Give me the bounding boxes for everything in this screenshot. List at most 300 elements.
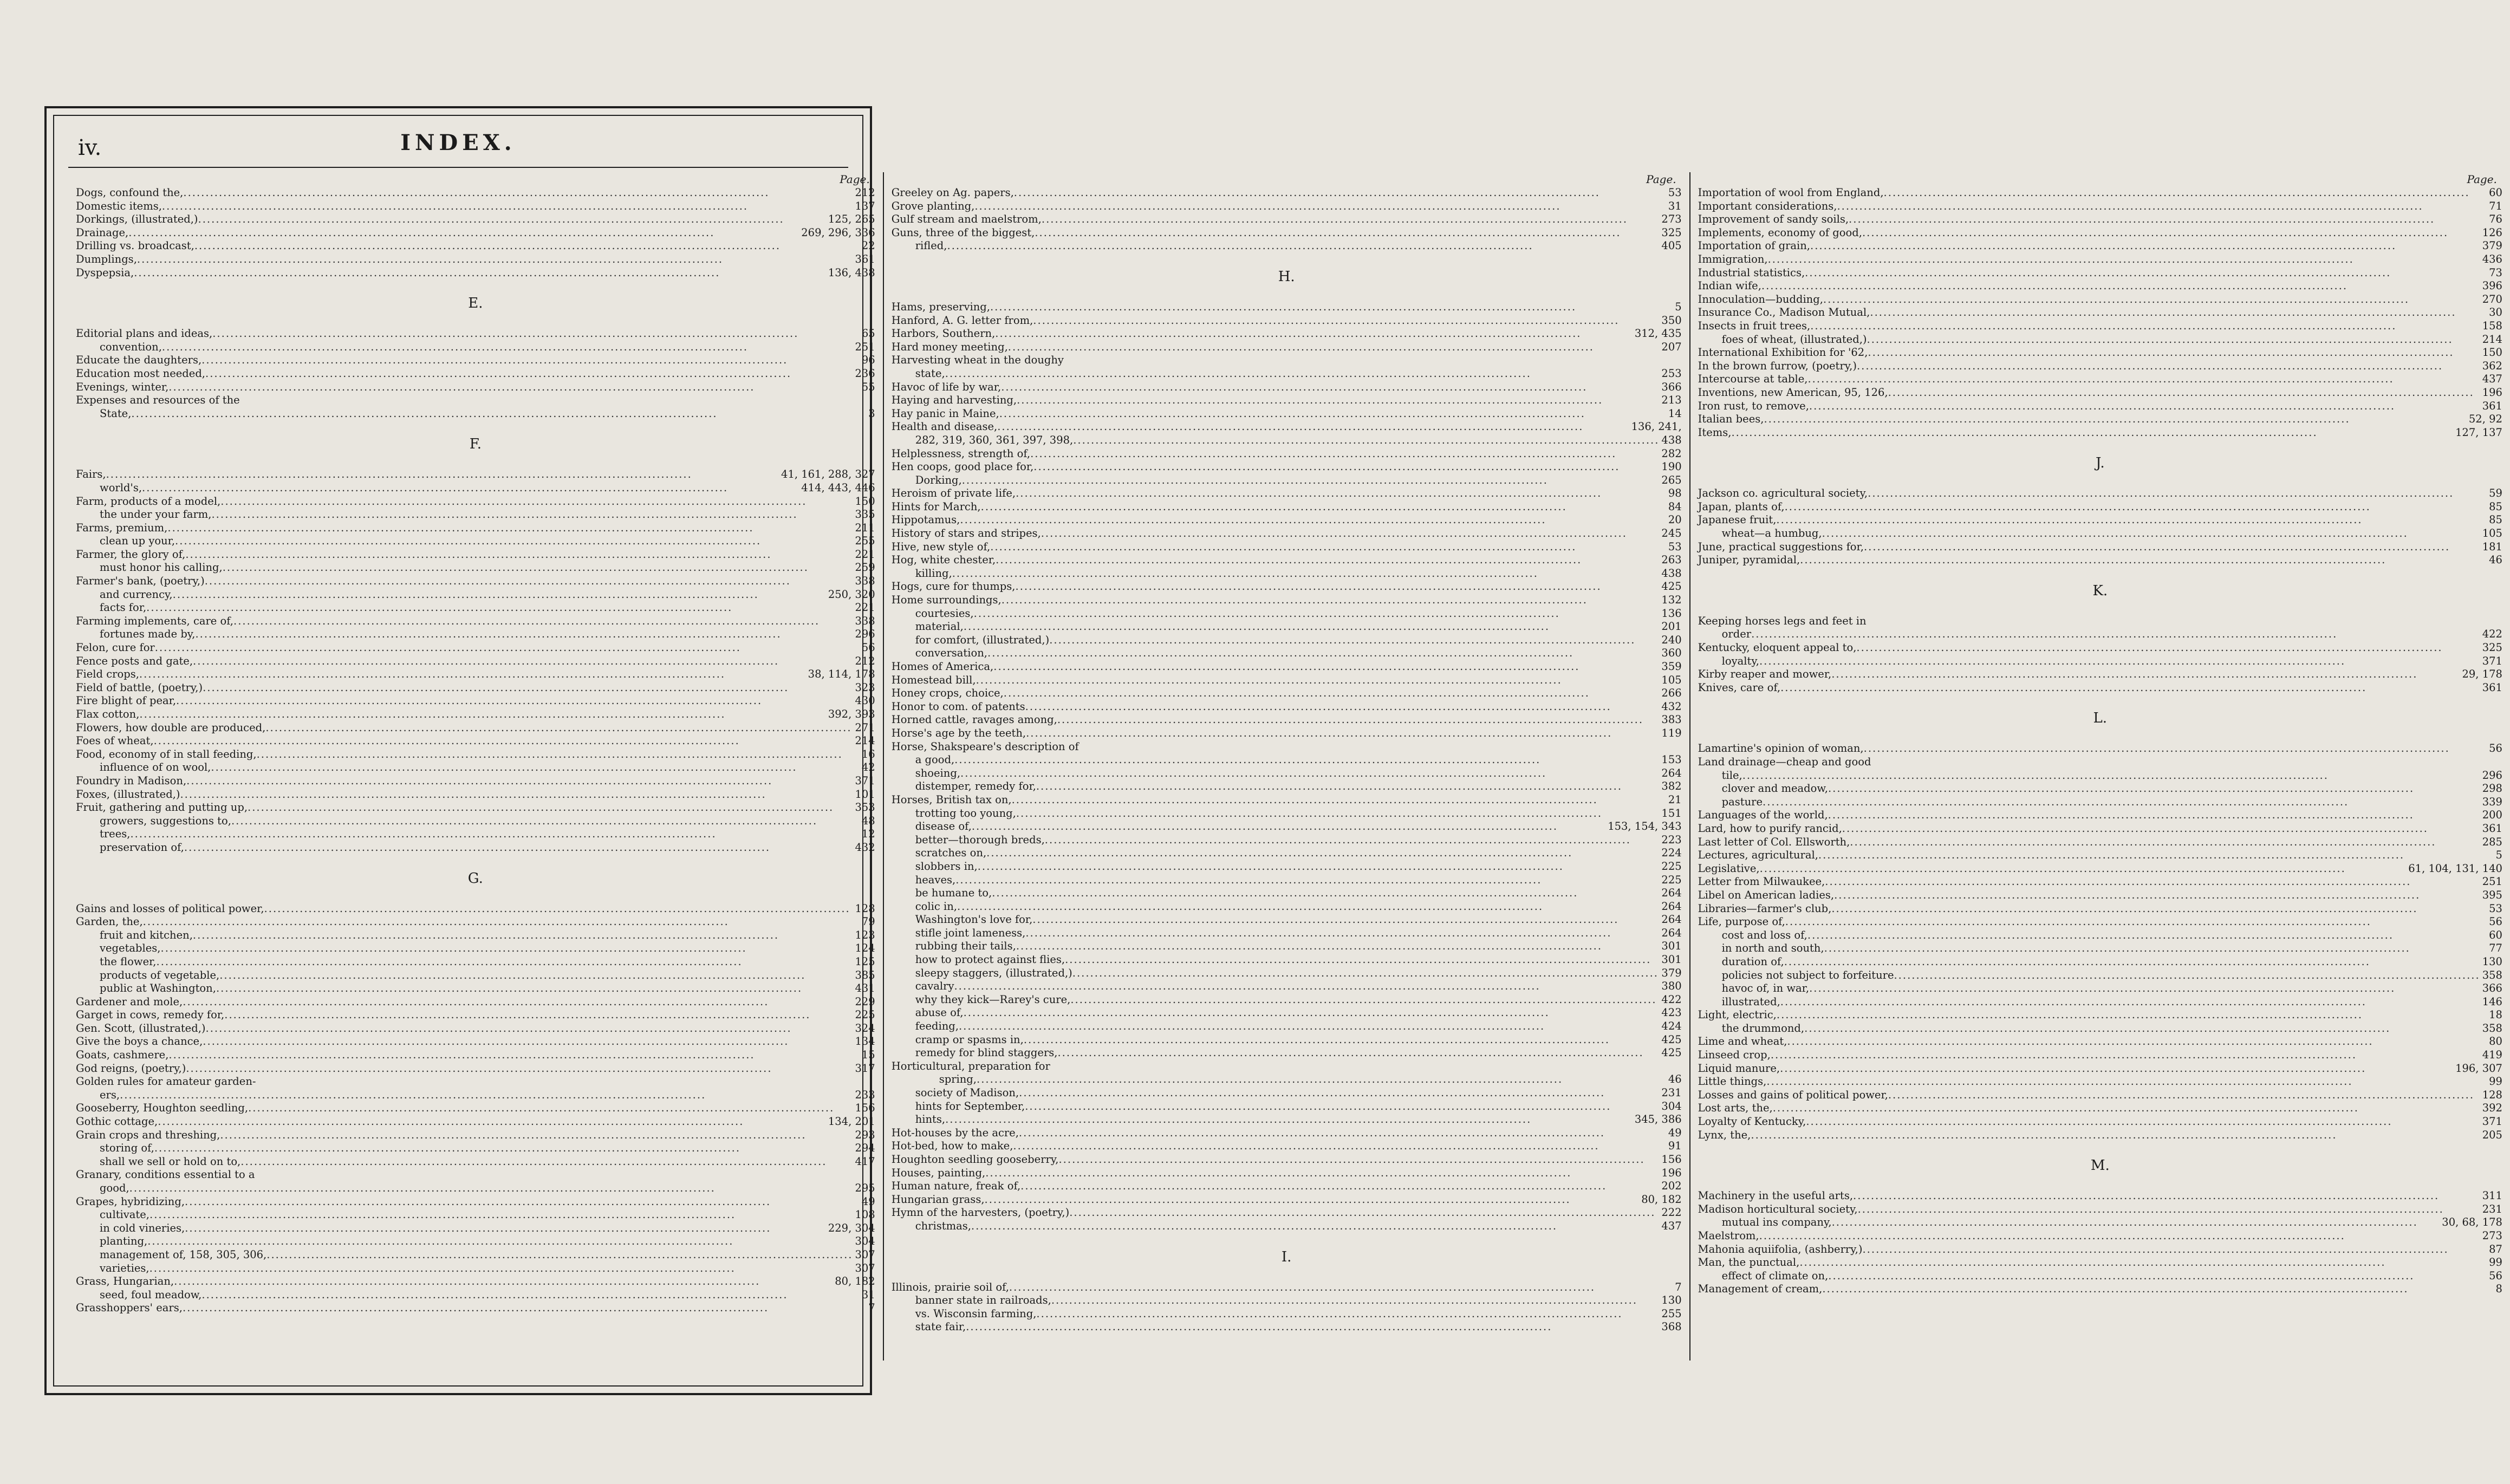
- index-entry: [76, 969, 875, 982]
- dot-leader: [1867, 333, 2480, 347]
- entry-pages: 424: [1661, 1020, 1682, 1033]
- dot-leader: [248, 801, 853, 815]
- index-entry: [76, 1208, 875, 1222]
- index-entry: [892, 527, 1682, 541]
- dot-leader: [185, 1222, 826, 1235]
- dot-leader: [1858, 1203, 2480, 1216]
- entry-pages: 96: [861, 354, 875, 367]
- dot-leader: [990, 301, 1673, 314]
- index-entry: [76, 1035, 875, 1049]
- index-entry: [76, 774, 875, 788]
- entry-pages: 222: [1661, 1206, 1682, 1219]
- entry-topic: why they kick—Rarey's cure,: [915, 993, 1071, 1006]
- index-entry: [1698, 969, 2502, 982]
- entry-topic: in north and south,: [1721, 942, 1824, 955]
- dot-leader: [186, 774, 853, 788]
- index-entry: [892, 434, 1682, 447]
- index-entry: [76, 801, 875, 815]
- entry-topic: slobbers in,: [915, 860, 978, 873]
- page-column-header: Page.: [2467, 173, 2497, 186]
- dot-leader: [972, 820, 1605, 834]
- index-entry: [892, 367, 1682, 381]
- entry-topic: mutual ins company,: [1721, 1216, 1832, 1229]
- index-entry: [1698, 1203, 2502, 1216]
- dot-leader: [231, 815, 860, 828]
- entry-topic: stifle joint lameness,: [915, 926, 1026, 939]
- entry-topic: clover and meadow,: [1721, 782, 1828, 795]
- entry-topic: Lost arts, the,: [1698, 1102, 1773, 1115]
- dot-leader: [1073, 434, 1659, 447]
- entry-pages: 325: [2482, 641, 2502, 654]
- entry-pages: 119: [1661, 726, 1682, 739]
- entry-pages: 311: [2482, 1189, 2502, 1202]
- dot-leader: [977, 1073, 1666, 1086]
- entry-topic: Hot-bed, how to make,: [891, 1140, 1013, 1153]
- entry-pages: 207: [1661, 340, 1682, 353]
- entry-topic: Farming implements, care of,: [76, 614, 234, 627]
- entry-topic: hints for September,: [915, 1099, 1025, 1112]
- dot-leader: [134, 266, 826, 280]
- entry-pages: 48: [861, 814, 875, 827]
- dot-leader: [947, 239, 1660, 253]
- index-column-3: [1689, 172, 2510, 1361]
- index-entry: [76, 1275, 875, 1288]
- index-entry: [1698, 862, 2502, 876]
- entry-topic: June, practical suggestions for,: [1698, 540, 1864, 553]
- entry-topic: Felon, cure for: [76, 641, 155, 654]
- entry-topic: cultivate,: [100, 1208, 150, 1221]
- entry-pages: 21: [1668, 793, 1682, 806]
- dot-leader: [1837, 200, 2487, 213]
- entry-topic: Gardener and mole,: [76, 995, 183, 1008]
- entry-topic: spring,: [939, 1073, 977, 1086]
- dot-leader: [1045, 834, 1660, 847]
- index-entry: [892, 1193, 1682, 1207]
- index-entry: [892, 1127, 1682, 1140]
- index-entry: [76, 734, 875, 748]
- index-entry: [76, 694, 875, 708]
- entry-pages: 324: [855, 1021, 875, 1034]
- dot-leader: [128, 226, 799, 240]
- dot-leader: [1834, 889, 2480, 902]
- index-entry: [1698, 293, 2502, 307]
- entry-pages: 3: [868, 407, 875, 420]
- entry-topic: pasture: [1721, 795, 1763, 808]
- dot-leader: [142, 481, 799, 495]
- dot-leader: [223, 561, 853, 575]
- index-entry: [892, 1307, 1682, 1321]
- entry-pages: 437: [1661, 1219, 1682, 1232]
- entry-topic: Food, economy of in stall feeding,: [76, 747, 257, 760]
- dot-leader: [183, 995, 853, 1009]
- entry-topic: Havoc of life by war,: [891, 380, 1002, 393]
- entry-topic: Gains and losses of political power,: [76, 902, 264, 915]
- dot-leader: [1818, 849, 2494, 862]
- entry-topic: God reigns, (poetry,): [76, 1062, 186, 1075]
- index-entry: [76, 955, 875, 969]
- entry-topic: Flax cotton,: [76, 708, 140, 720]
- entry-pages: 55: [861, 380, 875, 393]
- index-entry: [1698, 836, 2502, 849]
- entry-topic: Grapes, hybridizing,: [76, 1195, 185, 1208]
- entry-pages: 359: [1661, 660, 1682, 673]
- entry-topic: Dogs, confound the,: [76, 186, 184, 199]
- dot-leader: [1065, 953, 1659, 967]
- dot-leader: [1002, 594, 1660, 607]
- index-entry: [76, 929, 875, 942]
- entry-pages: 345, 386: [1634, 1113, 1682, 1126]
- dot-leader: [971, 1220, 1660, 1233]
- entry-pages: 18: [2489, 1008, 2502, 1021]
- entry-topic: Educate the daughters,: [76, 354, 202, 367]
- entry-pages: 417: [855, 1155, 875, 1168]
- entry-pages: 307: [855, 1248, 875, 1261]
- entry-topic: Importation of grain,: [1698, 239, 1811, 252]
- dot-leader: [1036, 1307, 1659, 1321]
- dot-leader: [1004, 687, 1660, 700]
- entry-topic: feeding,: [915, 1020, 959, 1033]
- index-entry: [1698, 373, 2502, 386]
- entry-topic: Give the boys a chance,: [76, 1035, 203, 1048]
- entry-topic: Field of battle, (poetry,): [76, 681, 203, 694]
- entry-topic: state,: [915, 367, 945, 380]
- index-entry: [76, 354, 875, 367]
- entry-pages: 132: [1661, 594, 1682, 607]
- dot-leader: [986, 847, 1659, 860]
- entry-pages: 221: [855, 548, 875, 561]
- entry-topic: policies not subject to forfeiture: [1721, 968, 1894, 981]
- section-letter: L.: [2093, 710, 2108, 727]
- entry-pages: 56: [861, 641, 875, 654]
- entry-topic: Hive, new style of,: [891, 540, 991, 553]
- entry-pages: 264: [1661, 900, 1682, 913]
- dot-leader: [966, 1320, 1659, 1334]
- entry-pages: 379: [1661, 966, 1682, 979]
- index-entry: [1698, 279, 2502, 293]
- entry-pages: 12: [861, 828, 875, 841]
- entry-pages: 425: [1661, 580, 1682, 593]
- entry-topic: Grasshoppers' ears,: [76, 1301, 183, 1314]
- entry-topic: fruit and kitchen,: [100, 928, 193, 941]
- entry-topic: Horse's age by the teeth,: [891, 726, 1026, 739]
- index-entry: [1698, 982, 2502, 995]
- dot-leader: [976, 674, 1660, 687]
- entry-pages: 438: [1661, 567, 1682, 580]
- entry-pages: 101: [855, 787, 875, 800]
- entry-pages: 181: [2482, 540, 2502, 553]
- entry-topic: Granary, conditions essential to a: [76, 1168, 255, 1181]
- entry-topic: ers,: [100, 1088, 120, 1101]
- index-entry: [892, 1006, 1682, 1020]
- entry-topic: world's,: [100, 481, 142, 494]
- entry-pages: 317: [855, 1062, 875, 1075]
- index-entry: [76, 200, 875, 213]
- entry-pages: 41, 161, 288, 327: [781, 468, 875, 481]
- entry-topic: Golden rules for amateur garden-: [76, 1075, 256, 1088]
- entry-pages: 265: [1661, 473, 1682, 486]
- index-entry: [1698, 400, 2502, 413]
- entry-pages: 405: [1661, 239, 1682, 252]
- entry-pages: 134, 201: [828, 1115, 875, 1128]
- entry-pages: 385: [855, 968, 875, 981]
- entry-topic: Implements, economy of good,: [1698, 226, 1862, 239]
- index-entry: [892, 394, 1682, 407]
- index-entry: [1698, 346, 2502, 360]
- entry-pages: 395: [2482, 888, 2502, 901]
- entry-pages: 137: [855, 199, 875, 212]
- entry-topic: vegetables,: [100, 942, 161, 955]
- entry-topic: Libel on American ladies,: [1698, 888, 1835, 901]
- dot-leader: [987, 647, 1659, 660]
- entry-pages: 151: [1661, 806, 1682, 819]
- section-letter: K.: [2092, 582, 2108, 599]
- dot-leader: [1014, 186, 1666, 200]
- entry-pages: 80, 182: [835, 1275, 875, 1288]
- dot-leader: [999, 407, 1666, 421]
- entry-topic: Light, electric,: [1698, 1008, 1777, 1021]
- dot-leader: [1862, 1243, 2487, 1257]
- entry-topic: Dorking,: [915, 473, 962, 486]
- entry-pages: 214: [855, 734, 875, 747]
- dot-leader: [173, 588, 826, 602]
- index-entry: [1698, 1243, 2502, 1257]
- index-entry: [892, 780, 1682, 793]
- entry-topic: Hungarian grass,: [891, 1193, 985, 1206]
- entry-topic: scratches on,: [915, 847, 987, 860]
- entry-pages: 5: [1675, 300, 1682, 313]
- index-entry: [892, 793, 1682, 807]
- entry-topic: In the brown furrow, (poetry,): [1698, 359, 1857, 372]
- index-entry: [76, 213, 875, 226]
- entry-topic: Hints for March,: [891, 500, 981, 513]
- entry-topic: a good,: [915, 753, 955, 766]
- entry-topic: Important considerations,: [1698, 199, 1837, 212]
- dot-leader: [1828, 809, 2480, 822]
- dot-leader: [1864, 541, 2480, 554]
- dot-leader: [184, 841, 853, 855]
- index-entry: [76, 815, 875, 828]
- entry-topic: the flower,: [100, 955, 157, 968]
- index-entry: [892, 354, 1682, 367]
- dot-leader: [147, 1235, 853, 1248]
- dot-leader: [1822, 527, 2480, 541]
- dot-leader: [1057, 1046, 1659, 1060]
- entry-pages: 358: [2482, 1021, 2502, 1034]
- dot-leader: [995, 327, 1633, 341]
- entry-topic: Houghton seedling gooseberry,: [891, 1153, 1059, 1166]
- entry-pages: 146: [2482, 995, 2502, 1008]
- entry-topic: clean up your,: [100, 535, 175, 548]
- entry-topic: Foundry in Madison,: [76, 774, 187, 787]
- entry-pages: 383: [1661, 713, 1682, 726]
- entry-topic: society of Madison,: [915, 1086, 1019, 1099]
- entry-pages: 16: [861, 747, 875, 760]
- dot-leader: [257, 748, 860, 761]
- dot-leader: [1870, 306, 2487, 320]
- entry-pages: 263: [1661, 554, 1682, 567]
- entry-pages: 301: [1661, 953, 1682, 966]
- entry-pages: 130: [2482, 955, 2502, 968]
- entry-topic: Evenings, winter,: [76, 380, 169, 393]
- page-header: [67, 123, 849, 161]
- entry-pages: 53: [1668, 186, 1682, 199]
- entry-topic: hints,: [915, 1113, 946, 1126]
- entry-pages: 432: [855, 841, 875, 854]
- entry-topic: banner state in railroads,: [915, 1294, 1051, 1307]
- index-entry: [892, 753, 1682, 767]
- entry-topic: shoeing,: [915, 766, 961, 779]
- dot-leader: [1019, 1086, 1659, 1100]
- dot-leader: [1773, 1102, 2480, 1115]
- entry-pages: 225: [1661, 873, 1682, 886]
- entry-pages: 422: [2482, 628, 2502, 641]
- index-entry: [1698, 527, 2502, 541]
- entry-topic: Insects in fruit trees,: [1698, 319, 1811, 332]
- entry-topic: how to protect against flies,: [915, 953, 1065, 966]
- entry-pages: 382: [1661, 780, 1682, 793]
- entry-pages: 264: [1661, 926, 1682, 939]
- index-entry: [1698, 809, 2502, 822]
- entry-pages: 253: [1661, 367, 1682, 380]
- dot-leader: [186, 1062, 853, 1076]
- entry-pages: 202: [1661, 1180, 1682, 1193]
- entry-topic: Drilling vs. broadcast,: [76, 239, 194, 252]
- index-entry: [76, 982, 875, 995]
- index-entry: [892, 1140, 1682, 1153]
- entry-pages: 56: [2489, 915, 2502, 928]
- dot-leader: [168, 1049, 859, 1062]
- entry-pages: 212: [855, 186, 875, 199]
- entry-pages: 338: [855, 575, 875, 588]
- entry-pages: 150: [2482, 346, 2502, 359]
- dot-leader: [1020, 1180, 1659, 1193]
- dot-leader: [1842, 822, 2480, 836]
- dot-leader: [1042, 213, 1660, 226]
- dot-leader: [106, 468, 779, 481]
- index-entry: [1698, 1270, 2502, 1283]
- index-entry: [892, 407, 1682, 421]
- dot-leader: [146, 601, 853, 615]
- dot-leader: [1785, 915, 2487, 929]
- index-entry: [76, 588, 875, 602]
- entry-topic: Kentucky, eloquent appeal to,: [1698, 641, 1857, 654]
- index-entry: [892, 1100, 1682, 1114]
- dot-leader: [1033, 314, 1659, 328]
- index-entry: [1698, 1283, 2502, 1296]
- entry-pages: 31: [1668, 199, 1682, 212]
- index-entry: [76, 748, 875, 761]
- index-entry: [76, 788, 875, 802]
- entry-pages: 56: [2489, 1269, 2502, 1282]
- entry-topic: Horticultural, preparation for: [891, 1059, 1050, 1072]
- entry-topic: Lard, how to purify rancid,: [1698, 822, 1842, 835]
- dot-leader: [219, 969, 853, 982]
- entry-topic: Helplessness, strength of,: [891, 447, 1031, 460]
- index-entry: [892, 1113, 1682, 1127]
- dot-leader: [158, 1115, 826, 1129]
- dot-leader: [154, 734, 853, 748]
- dot-leader: [1057, 713, 1660, 727]
- entry-pages: 371: [2482, 1115, 2502, 1128]
- dot-leader: [264, 902, 853, 916]
- entry-topic: Fence posts and gate,: [76, 654, 193, 667]
- entry-pages: 224: [1661, 847, 1682, 860]
- entry-topic: growers, suggestions to,: [100, 814, 231, 827]
- index-entry: [1698, 628, 2502, 641]
- entry-pages: 91: [1668, 1140, 1682, 1153]
- entry-topic: Japanese fruit,: [1698, 513, 1777, 526]
- dot-leader: [1785, 500, 2487, 514]
- index-entry: [1698, 320, 2502, 333]
- index-entry: [892, 700, 1682, 714]
- entry-topic: Libraries—farmer's club,: [1698, 902, 1832, 915]
- dot-leader: [1884, 186, 2487, 200]
- dot-leader: [954, 753, 1659, 767]
- dot-leader: [952, 567, 1660, 581]
- index-entry: [76, 615, 875, 628]
- index-entry: [1698, 1189, 2502, 1203]
- dot-leader: [167, 522, 853, 535]
- entry-topic: Gooseberry, Houghton seedling,: [76, 1102, 249, 1115]
- index-entry: [892, 727, 1682, 740]
- entry-topic: shall we sell or hold on to,: [100, 1155, 241, 1168]
- entry-topic: Innoculation—budding,: [1698, 292, 1823, 305]
- entry-topic: Farmer's bank, (poetry,): [76, 575, 205, 588]
- index-entry: [1698, 1022, 2502, 1036]
- index-entry: [76, 1168, 875, 1182]
- entry-pages: 134: [855, 1035, 875, 1048]
- entry-topic: storing of,: [100, 1142, 154, 1155]
- index-entry: [892, 993, 1682, 1007]
- entry-topic: courtesies,: [915, 607, 974, 620]
- index-entry: [76, 601, 875, 615]
- dot-leader: [1800, 554, 2487, 567]
- entry-topic: Loyalty of Kentucky,: [1698, 1115, 1806, 1128]
- entry-topic: killing,: [915, 567, 952, 580]
- dot-leader: [1742, 769, 2480, 783]
- entry-pages: 358: [2482, 968, 2502, 981]
- entry-topic: remedy for blind staggers,: [915, 1046, 1058, 1059]
- entry-topic: Hogs, cure for thumps,: [891, 580, 1016, 593]
- dot-leader: [154, 1142, 853, 1155]
- entry-pages: 61, 104, 131, 140: [2408, 862, 2502, 875]
- entry-pages: 360: [1661, 647, 1682, 660]
- entry-pages: 80, 182: [1641, 1193, 1682, 1206]
- dot-leader: [1058, 1153, 1659, 1167]
- entry-topic: Immigration,: [1698, 252, 1768, 265]
- entry-pages: 259: [855, 561, 875, 574]
- index-entry: [1698, 889, 2502, 902]
- entry-topic: effect of climate on,: [1721, 1269, 1829, 1282]
- entry-pages: 266: [1661, 687, 1682, 700]
- dot-leader: [157, 955, 853, 969]
- index-entry: [892, 594, 1682, 607]
- dot-leader: [1805, 266, 2487, 280]
- index-entry: [76, 902, 875, 916]
- entry-pages: 124: [855, 942, 875, 955]
- entry-topic: Houses, painting,: [891, 1166, 986, 1179]
- entry-pages: 294: [855, 1142, 875, 1155]
- index-entry: [76, 1182, 875, 1195]
- index-entry: [892, 647, 1682, 660]
- dot-leader: [1806, 1115, 2480, 1129]
- entry-pages: 150: [855, 494, 875, 507]
- dot-leader: [960, 767, 1659, 780]
- entry-topic: state fair,: [915, 1320, 966, 1333]
- index-entry: [892, 834, 1682, 847]
- entry-pages: 7: [868, 1301, 875, 1314]
- index-entry: [892, 500, 1682, 514]
